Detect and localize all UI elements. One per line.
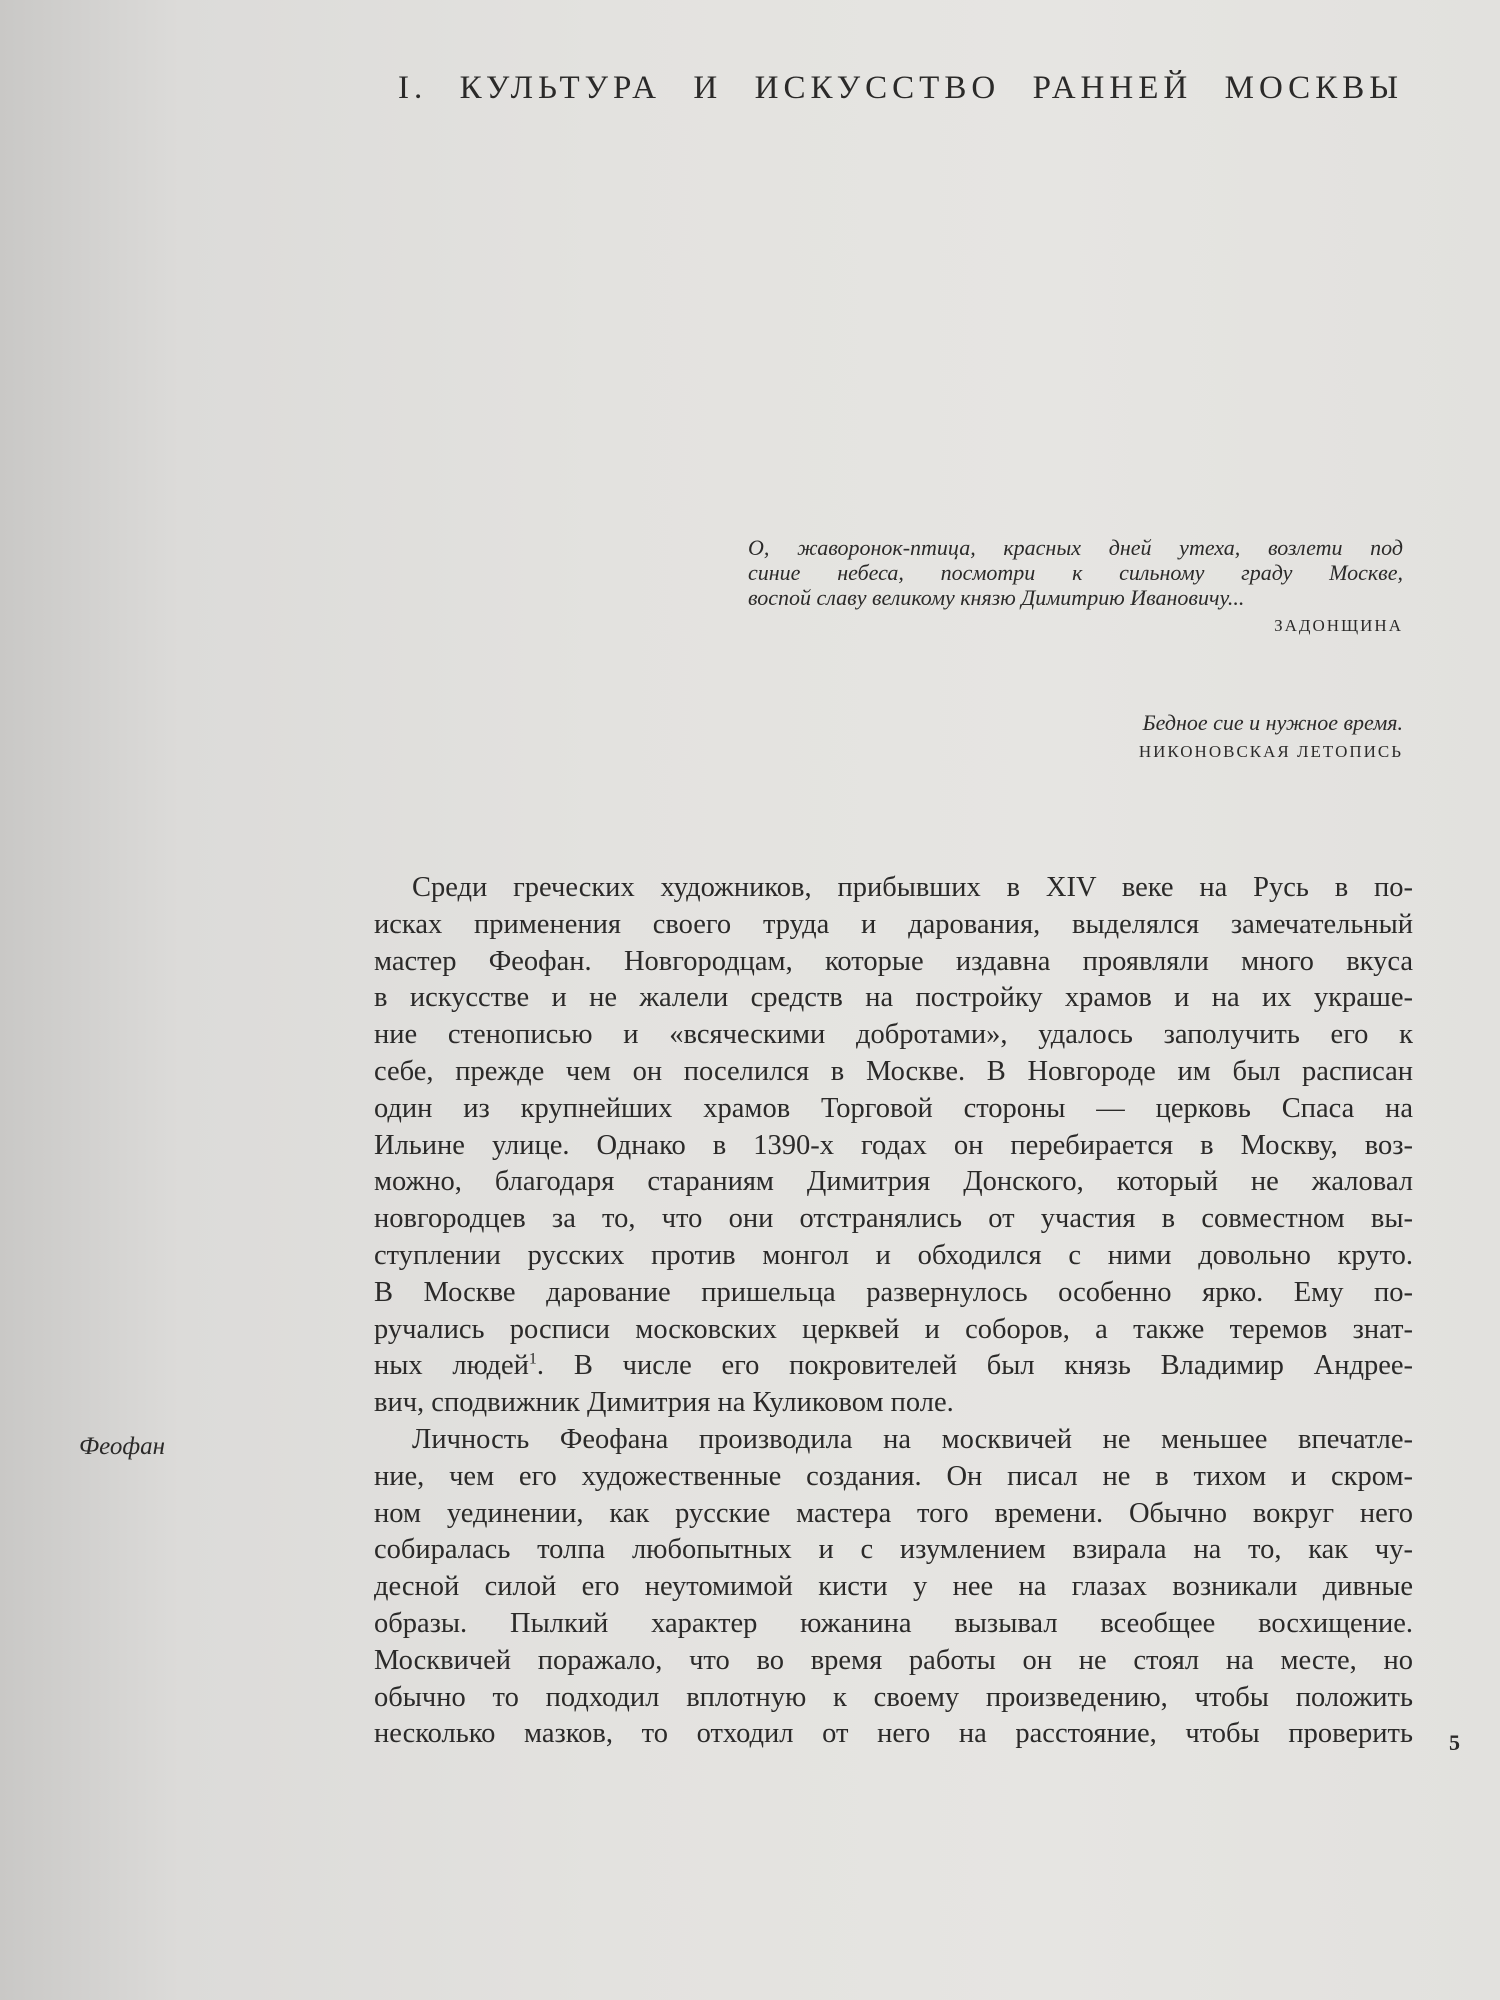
text-line: новгородцев за то, что они отстранялись от участия в совместном вы- [374,1203,1413,1235]
body-text [374,870,1413,1753]
text-line: ние стенописью и «всяческими добротами», удалось заполучить его к [374,1019,1413,1051]
footnote-marker[interactable]: 1 [528,1350,537,1368]
text-line: Ильине улице. Однако в 1390-х годах он перебирается в Москву, воз- [374,1129,1413,1161]
text-line: образы. Пылкий характер южанина вызывал всеобщее восхищение. [374,1607,1413,1639]
epigraph-line: воспой славу великому князю Димитрию Ивановичу... [748,585,1245,610]
text-line: мастер Феофан. Новгородцам, которые издавна проявляли много вкуса [374,945,1413,977]
text-line: в искусстве и не жалели средств на постройку храмов и на их украше- [374,982,1413,1014]
text-line: несколько мазков, то отходил от него на расстояние, чтобы проверить [374,1718,1413,1750]
epigraph-line: синие небеса, посмотри к сильному граду Москве, [748,560,1403,585]
footnote-text-after: . В числе его покровителей был князь Владимир Андрее- [536,1350,1413,1382]
footnote-text-before: ных людей [374,1350,529,1382]
chapter-title: I. КУЛЬТУРА И ИСКУССТВО РАННЕЙ МОСКВЫ [398,70,1403,106]
text-line: исках применения своего труда и дарования, выделялся замечательный [374,908,1413,940]
text-line: В Москве дарование пришельца развернулось особенно ярко. Ему по- [374,1276,1413,1308]
text-line: обычно то подходил вплотную к своему произведению, чтобы положить [374,1681,1413,1713]
text-line: Среди греческих художников, прибывших в XIV веке на Русь в по- [412,872,1413,903]
text-line: десной силой его неутомимой кисти у нее на глазах возникали дивные [374,1571,1413,1603]
epigraph-source: НИКОНОВСКАЯ ЛЕТОПИСЬ [1138,742,1403,761]
text-line: собиралась толпа любопытных и с изумлением взирала на то, как чу- [374,1534,1413,1566]
epigraph-chronicle [1143,710,1403,735]
text-line: Личность Феофана производила на москвичей не меньшее впечатле- [412,1423,1413,1455]
page-number: 5 [1449,1730,1460,1755]
margin-note: Феофан [79,1433,166,1460]
epigraph-source: ЗАДОНЩИНА [1274,616,1403,635]
epigraph-line: О, жаворонок-птица, красных дней утеха, возлети под [748,535,1403,560]
text-line: вич, сподвижник Димитрия на Куликовом поле. [374,1387,954,1419]
text-line: можно, благодаря стараниям Димитрия Донского, который не жаловал [374,1166,1413,1198]
text-line: ступлении русских против монгол и обходился с ними довольно круто. [374,1239,1413,1271]
text-line: один из крупнейших храмов Торговой стороны — церковь Спаса на [374,1092,1413,1124]
epigraph-line: Бедное сие и нужное время. [1142,710,1403,735]
text-line: Москвичей поражало, что во время работы он не стоял на месте, но [374,1644,1413,1676]
text-line: себе, прежде чем он поселился в Москве. В Новгороде им был расписан [374,1055,1413,1087]
text-line: ном уединении, как русские мастера того времени. Обычно вокруг него [374,1497,1413,1529]
text-line: ручались росписи московских церквей и соборов, а также теремов знат- [374,1313,1413,1345]
text-line: ние, чем его художественные создания. Он писал не в тихом и скром- [374,1460,1413,1492]
text-line [374,1348,1413,1385]
epigraph-zadonshchina [748,535,1403,610]
